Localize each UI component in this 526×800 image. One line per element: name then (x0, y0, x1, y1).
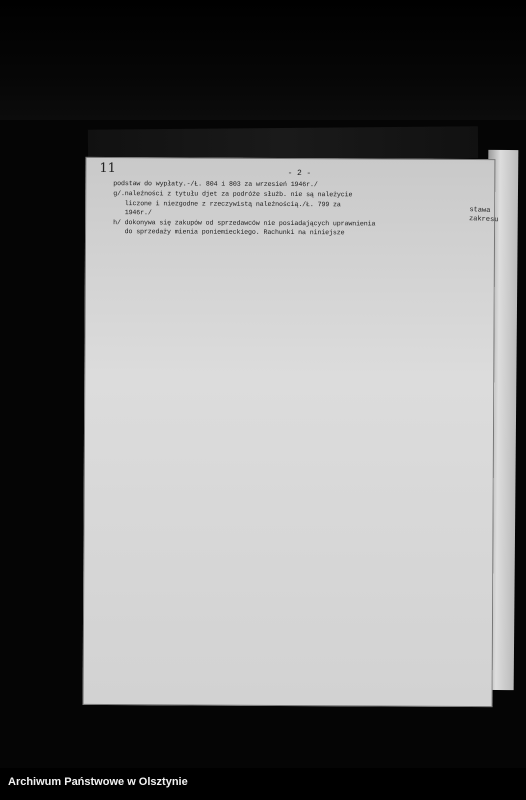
text-line: liczone i niezgodne z rzeczywistą należnością./Ł. 799 za (113, 199, 341, 208)
film-edge (0, 0, 526, 120)
text-line: g/.naleźności z tytułu djet za podróże służb. nie są należycie (113, 190, 353, 199)
text-line: 1946r./ (113, 208, 152, 217)
margin-note: stawa zakresu (468, 206, 499, 225)
archive-label: Archiwum Państwowe w Olsztynie (8, 776, 188, 788)
page-number: - 2 - (287, 168, 312, 179)
text-line: podstaw do wypłaty.-/Ł. 804 i 803 za wrzesień 1946r./ (113, 180, 318, 189)
archive-footer (0, 768, 526, 800)
document-text (113, 169, 485, 239)
text-line: h/ dokonywa się zakupów od sprzedawców nie posiadających uprawnienia (113, 219, 376, 228)
text-line: do sprzedaży mienia poniemieckiego. Rachunki na niniejsze (113, 228, 345, 237)
page-corner-mark: 11 (99, 161, 116, 177)
document-page (83, 157, 499, 707)
